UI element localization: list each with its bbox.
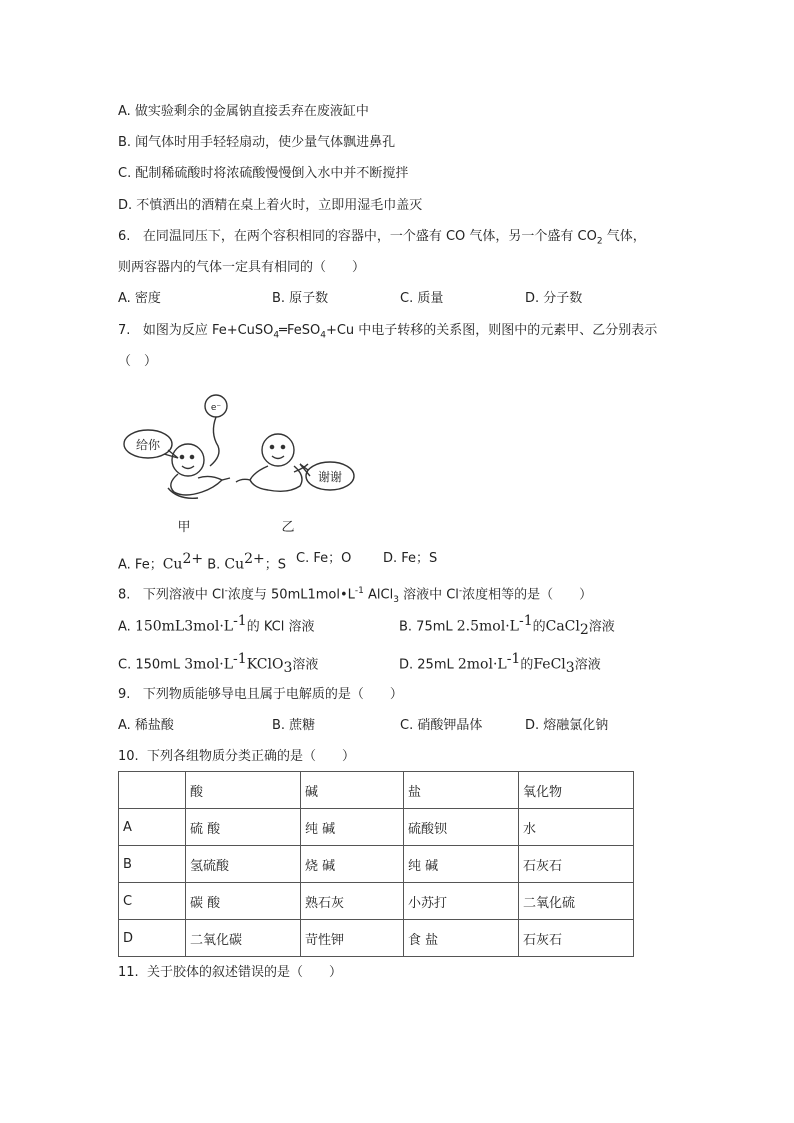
table-header-cell (119, 772, 186, 809)
q5-option-d: D. 不慎洒出的酒精在桌上着火时，立即用湿毛巾盖灭 (118, 198, 423, 213)
table-header-cell: 碱 (301, 772, 404, 809)
q8-sub1: 3 (393, 594, 399, 605)
table-cell: C (119, 883, 186, 920)
electron-transfer-figure (118, 388, 358, 538)
q8-sup2: -1 (354, 586, 364, 596)
figure-yi-body (250, 466, 302, 491)
q6-option-a: A. 密度 (118, 291, 161, 306)
figure-yi-head (262, 434, 294, 466)
table-row (119, 920, 634, 957)
q8-sup3: - (458, 586, 463, 596)
q8-stem (118, 582, 592, 609)
q8-text-a: 下列溶液中 Cl (142, 587, 225, 603)
table-cell: A (119, 809, 186, 846)
q8-d-sub: 3 (565, 659, 575, 676)
q8-d-sup: -1 (506, 651, 521, 667)
q8-b-value: 2.5mol·L (456, 618, 519, 635)
q5-option-a: A. 做实验剩余的金属钠直接丢弃在废液缸中 (118, 104, 369, 119)
q8-text-e: 浓度相等的是（ ） (462, 587, 593, 603)
q7-sub1: 4 (273, 330, 280, 341)
figure-jia-head (172, 444, 204, 476)
q6-option-b: B. 原子数 (272, 291, 329, 306)
q11-stem (118, 964, 342, 982)
bubble-left-text: 给你 (135, 438, 161, 452)
q8-text-b: 浓度与 50mL1mol•L (227, 587, 355, 603)
q6-stem-tail: 气体， (602, 229, 646, 244)
q7-stem-line2: （ ） (118, 354, 158, 369)
q6-option-d: D. 分子数 (525, 291, 583, 306)
electron-label: e⁻ (210, 403, 222, 413)
q8-d-formula: FeCl (533, 656, 566, 673)
q8-number: 8. (118, 587, 131, 603)
q8-b-tail: 溶液 (588, 619, 615, 635)
q8-a-post: 的 KCl 溶液 (246, 619, 315, 635)
q8-d-post: 的 (520, 657, 534, 673)
table-cell: B (119, 846, 186, 883)
q7-option-a-ion: Cu (162, 556, 183, 573)
q8-text-d: 溶液中 Cl (398, 587, 459, 603)
q8-text-c: AlCl (363, 587, 394, 603)
table-cell: D (119, 920, 186, 957)
table-header-row (119, 772, 634, 809)
q8-option-a (118, 612, 315, 636)
q8-b-sub: 2 (579, 621, 589, 638)
table-header-cell: 氧化物 (519, 772, 634, 809)
table-cell: 硫 酸 (186, 809, 301, 846)
q9-option-b: B. 蔗糖 (272, 718, 316, 733)
q7-text-b: ═FeSO (279, 323, 321, 338)
q8-c-formula: KClO (246, 656, 284, 673)
table-row (119, 809, 634, 846)
table-cell: 水 (519, 809, 634, 846)
q9-stem (118, 686, 403, 704)
q7-number: 7. (118, 323, 131, 338)
q9-text: 下列物质能够导电且属于电解质的是（ ） (142, 687, 403, 702)
q8-b-formula: CaCl (545, 618, 580, 635)
q8-a-sup: -1 (233, 613, 247, 629)
q11-text: 关于胶体的叙述错误的是（ ） (146, 965, 342, 980)
q8-sup1: - (224, 586, 228, 596)
table-cell: 硫酸钡 (404, 809, 519, 846)
q11-number: 11. (118, 965, 139, 980)
q7-option-a-pre: A. Fe； (118, 557, 163, 573)
q7-option-b-ion: Cu (224, 556, 245, 573)
table-cell: 碳 酸 (186, 883, 301, 920)
table-cell: 氢硫酸 (186, 846, 301, 883)
label-jia: 甲 (177, 520, 191, 535)
q7-option-d: D. Fe；S (383, 551, 438, 566)
cartoon-svg (118, 388, 358, 538)
q6-stem-line1 (118, 228, 646, 251)
balloon-string (210, 417, 219, 466)
bubble-right-text: 谢谢 (317, 470, 343, 484)
q8-b-sup: -1 (518, 613, 533, 629)
q7-options-row-ab (118, 550, 286, 574)
table-header-cell: 酸 (186, 772, 301, 809)
q9-number: 9. (118, 687, 131, 702)
table-row (119, 883, 634, 920)
q8-c-sub: 3 (283, 659, 293, 676)
table-cell: 熟石灰 (301, 883, 404, 920)
q8-c-sup: -1 (233, 651, 247, 667)
q7-option-c: C. Fe；O (296, 551, 352, 566)
q10-text: 下列各组物质分类正确的是（ ） (146, 749, 355, 764)
table-cell: 苛性钾 (301, 920, 404, 957)
q6-number: 6. (118, 229, 131, 244)
q8-option-b (399, 612, 615, 639)
q7-option-b-post: ；S (264, 557, 287, 573)
q6-stem-text: 在同温同压下，在两个容积相同的容器中，一个盛有 CO 气体，另一个盛有 CO (142, 229, 597, 244)
q8-b-post: 的 (532, 619, 546, 635)
table-cell: 纯 碱 (404, 846, 519, 883)
q8-d-value: 2mol·L (457, 656, 507, 673)
table-header-cell: 盐 (404, 772, 519, 809)
q8-a-value: 150mL3mol·L (134, 618, 234, 635)
q8-d-label: D. 25mL (399, 657, 458, 673)
table-cell: 石灰石 (519, 846, 634, 883)
q10-stem (118, 748, 355, 766)
q8-option-d (399, 650, 601, 677)
q8-b-label: B. 75mL (399, 619, 457, 635)
table-cell: 烧 碱 (301, 846, 404, 883)
q6-option-c: C. 质量 (400, 291, 444, 306)
table-cell: 石灰石 (519, 920, 634, 957)
q9-option-d: D. 熔融氯化钠 (525, 718, 609, 733)
table-cell: 食 盐 (404, 920, 519, 957)
q7-text-c: +Cu 中电子转移的关系图，则图中的元素甲、乙分别表示 (325, 323, 658, 338)
q5-option-c: C. 配制稀硫酸时将浓硫酸慢慢倒入水中并不断搅拌 (118, 166, 409, 181)
q8-option-c (118, 650, 318, 677)
q8-c-label: C. 150mL (118, 657, 185, 673)
q7-option-a-sup: 2+ (182, 551, 204, 567)
q8-c-tail: 溶液 (292, 657, 319, 673)
table-cell: 纯 碱 (301, 809, 404, 846)
q6-subscript: 2 (596, 236, 603, 247)
q7-stem-line1 (118, 322, 657, 345)
q8-d-tail: 溶液 (574, 657, 601, 673)
label-yi: 乙 (281, 520, 295, 535)
q7-option-b-sup: 2+ (244, 551, 265, 567)
q5-option-b: B. 闻气体时用手轻轻扇动，使少量气体飘进鼻孔 (118, 135, 396, 150)
table-cell: 二氧化碳 (186, 920, 301, 957)
q9-option-c: C. 硝酸钾晶体 (400, 718, 483, 733)
q7-text-a: 如图为反应 Fe+CuSO (142, 323, 274, 338)
q10-number: 10. (118, 749, 139, 764)
q7-sub2: 4 (320, 330, 326, 341)
table-cell: 二氧化硫 (519, 883, 634, 920)
q8-c-value: 3mol·L (184, 656, 234, 673)
q7-option-b-pre: B. (203, 557, 225, 573)
table-cell: 小苏打 (404, 883, 519, 920)
q6-stem-line2: 则两容器内的气体一定具有相同的（ ） (118, 260, 366, 275)
q8-a-label: A. (118, 619, 135, 635)
classification-table (118, 771, 634, 957)
table-row (119, 846, 634, 883)
q9-option-a: A. 稀盐酸 (118, 718, 174, 733)
